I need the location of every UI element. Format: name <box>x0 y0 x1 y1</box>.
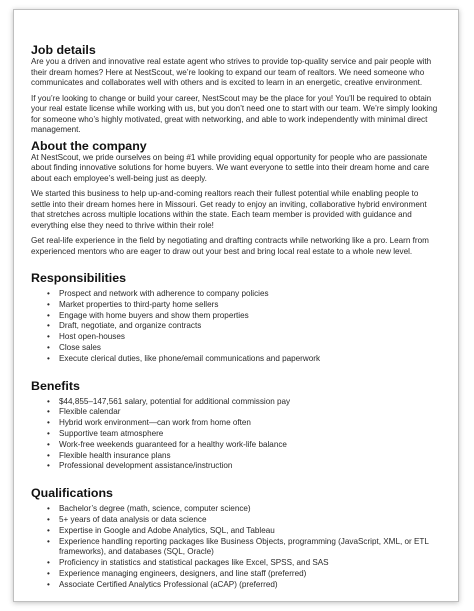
qualifications-section <box>31 486 440 590</box>
list-item: • Experience handling reporting packages like Business Objects, programming (JavaScript, XML, or ETL frameworks), and databases (SQL, Oracle) <box>47 536 429 557</box>
job-details-paragraph: Are you a driven and innovative real estate agent who strives to provide top-quality service and pair people with their dream homes? Here at NestScout, we’re looking to expand our team of realtors. We need someone who communicates and collaborates well with others and is excited to learn in an energetic, creative environment. <box>31 57 432 87</box>
bullet-icon: • <box>47 332 50 342</box>
bullet-icon: • <box>47 418 50 428</box>
list-item: • Flexible calendar <box>47 407 121 417</box>
about-paragraph: At NestScout, we pride ourselves on being #1 while providing equal opportunity for people who are passionate about finding innovative solutions for home buyers. We want everyone to settle into their dream home and care about each employee’s well-being just as deeply. <box>31 152 430 183</box>
responsibilities-heading: Responsibilities <box>31 271 127 285</box>
job-details-section <box>31 43 440 136</box>
bullet-icon: • <box>47 299 50 309</box>
bullet-icon: • <box>47 461 50 471</box>
about-heading: About the company <box>31 138 147 153</box>
list-item: • Hybrid work environment—can work from home often <box>47 418 251 428</box>
job-details-heading: Job details <box>31 43 96 57</box>
bullet-icon: • <box>47 536 50 546</box>
bullet-icon: • <box>47 504 50 514</box>
bullet-icon: • <box>47 450 50 460</box>
bullet-icon: • <box>47 558 50 568</box>
bullet-icon: • <box>47 310 50 320</box>
benefits-list <box>31 397 440 473</box>
bullet-icon: • <box>47 321 50 331</box>
list-item: • Close sales <box>47 342 101 352</box>
about-section <box>31 139 440 258</box>
responsibilities-section <box>31 271 440 365</box>
list-item: • Work-free weekends guaranteed for a healthy work-life balance <box>47 439 287 449</box>
about-paragraph: Get real-life experience in the field by negotiating and drafting contracts while networking like a pro. Learn from experienced mentors who are eager to draw out your best and bring local real estate to a whole new level. <box>31 236 429 256</box>
list-item: • Draft, negotiate, and organize contracts <box>47 321 202 331</box>
bullet-icon: • <box>47 396 50 406</box>
resume-page <box>13 9 459 602</box>
benefits-section <box>31 379 440 473</box>
bullet-icon: • <box>47 568 50 578</box>
about-paragraph: We started this business to help up-and-coming realtors reach their fullest potential while enabling people to settle into their dream homes here in Missouri. Get ready to enjoy an inviting, collaborative hybrid environment that stretches across multiple locations within the state. Each team member is provided with guidance and everything else they need to thrive within their role! <box>31 189 427 230</box>
qualifications-list <box>31 504 440 590</box>
bullet-icon: • <box>47 353 50 363</box>
list-item: • 5+ years of data analysis or data science <box>47 514 207 524</box>
list-item: • Expertise in Google and Adobe Analytics, SQL, and Tableau <box>47 525 275 535</box>
qualifications-heading: Qualifications <box>31 486 113 501</box>
list-item: • Proficiency in statistics and statistical packages like Excel, SPSS, and SAS <box>47 558 329 568</box>
bullet-icon: • <box>47 525 50 535</box>
list-item: • $44,855–147,561 salary, potential for additional commission pay <box>47 396 291 406</box>
list-item: • Engage with home buyers and show them properties <box>47 310 249 320</box>
list-item: • Execute clerical duties, like phone/email communications and paperwork <box>47 353 321 363</box>
bullet-icon: • <box>47 514 50 524</box>
bullet-icon: • <box>47 289 50 298</box>
list-item: • Supportive team atmosphere <box>47 428 164 438</box>
list-item: • Associate Certified Analytics Professional (aCAP) (preferred) <box>47 579 278 589</box>
responsibilities-list <box>31 289 440 365</box>
bullet-icon: • <box>47 439 50 449</box>
bullet-icon: • <box>47 407 50 417</box>
bullet-icon: • <box>47 342 50 352</box>
list-item: • Market properties to third-party home sellers <box>47 299 219 309</box>
list-item: • Host open-houses <box>47 332 125 342</box>
list-item: • Bachelor’s degree (math, science, computer science) <box>47 504 251 514</box>
list-item: • Prospect and network with adherence to company policies <box>47 289 269 298</box>
list-item: • Professional development assistance/instruction <box>47 461 233 471</box>
list-item: • Flexible health insurance plans <box>47 450 171 460</box>
job-details-paragraph: If you’re looking to change or build your career, NestScout may be the place for you! You’ll be required to obtain your real estate license while working with us, but you don’t need one to start with our team. We’re simply looking for someone who’s highly motivated, great with networking, and able to work independently with minimal direct management. <box>31 93 438 134</box>
benefits-heading: Benefits <box>31 378 80 393</box>
bullet-icon: • <box>47 579 50 589</box>
list-item: • Experience managing engineers, designers, and line staff (preferred) <box>47 568 307 578</box>
bullet-icon: • <box>47 428 50 438</box>
